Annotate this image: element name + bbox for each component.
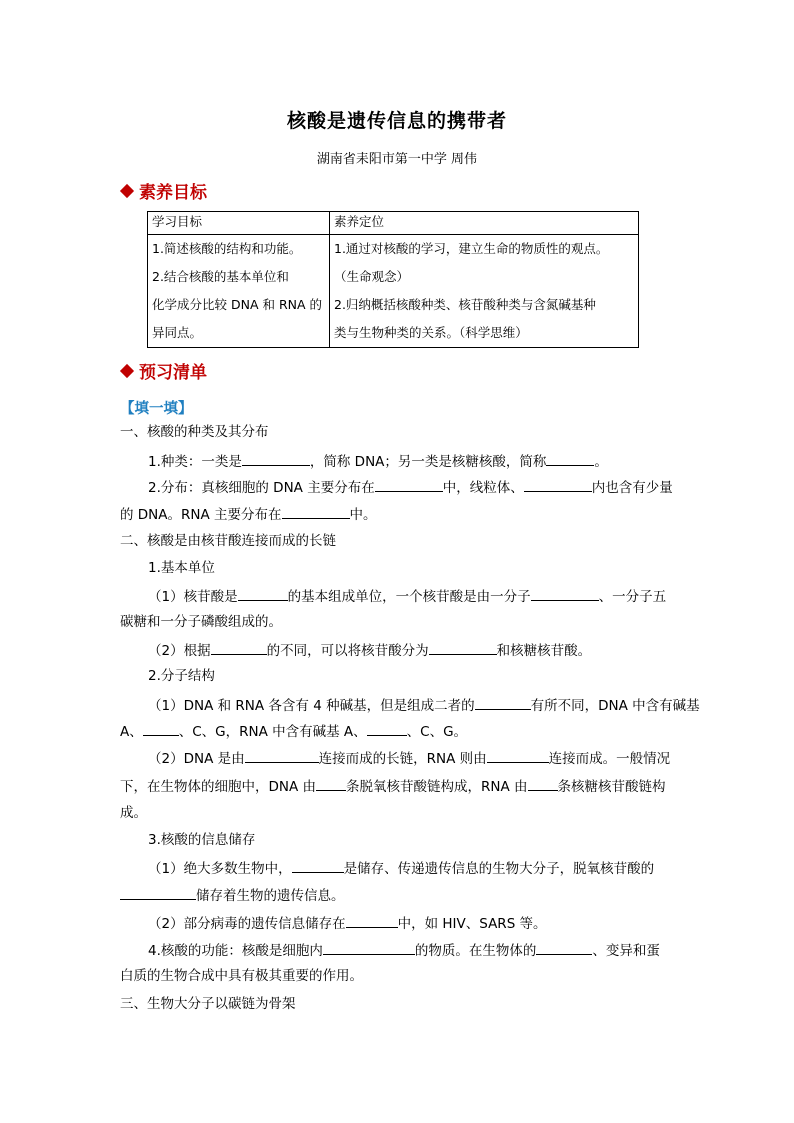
cell-line: 类与生物种类的关系。（科学思维） <box>334 325 528 340</box>
section-heading-text: 素养目标 <box>139 183 207 203</box>
blank-field[interactable] <box>536 939 592 955</box>
text-line: 3.核酸的信息储存 <box>148 832 256 848</box>
cell-line: 1.简述核酸的结构和功能。 <box>152 241 302 256</box>
table-row <box>148 235 639 348</box>
table-cell-literacy <box>330 235 639 348</box>
author-line: 湖南省耒阳市第一中学 周伟 <box>316 152 478 167</box>
diamond-bullet-icon <box>120 363 134 377</box>
text-line: 1.种类：一类是 ，简称 DNA；另一类是核糖核酸，简称 。 <box>148 450 608 472</box>
text-line: 2.分子结构 <box>148 668 215 684</box>
text-line: 二、核酸是由核苷酸连接而成的长链 <box>120 533 336 549</box>
cell-line: （生命观念） <box>334 269 410 284</box>
blank-field[interactable] <box>367 720 407 736</box>
blank-field[interactable] <box>211 639 267 655</box>
blank-field[interactable] <box>238 585 288 601</box>
blank-field[interactable] <box>143 720 179 736</box>
blank-field[interactable] <box>316 775 346 791</box>
section-heading-goals <box>120 178 207 203</box>
blank-field[interactable] <box>475 694 531 710</box>
text-line: 1.基本单位 <box>148 560 215 576</box>
text-line: 成。 <box>120 805 147 821</box>
text-line: （2）部分病毒的遗传信息储存在 中，如 HIV、SARS 等。 <box>148 912 547 934</box>
blank-field[interactable] <box>375 476 443 492</box>
text-line: A、 、C、G，RNA 中含有碱基 A、 、C、G。 <box>120 720 467 742</box>
blank-field[interactable] <box>292 857 344 873</box>
blank-field[interactable] <box>120 884 196 900</box>
text-line: 储存着生物的遗传信息。 <box>120 884 345 906</box>
blank-field[interactable] <box>282 503 350 519</box>
table-header-cell: 素养定位 <box>330 212 639 235</box>
cell-line: 2.结合核酸的基本单位和 <box>152 269 289 284</box>
text-line: 一、核酸的种类及其分布 <box>120 424 269 440</box>
blank-field[interactable] <box>323 939 415 955</box>
blank-field[interactable] <box>528 775 558 791</box>
blank-field[interactable] <box>346 912 398 928</box>
blank-field[interactable] <box>245 747 319 763</box>
text-line: 下，在生物体的细胞中，DNA 由 条脱氧核苷酸链构成，RNA 由 条核糖核苷酸链构 <box>120 775 666 797</box>
blank-field[interactable] <box>242 450 310 466</box>
text-line: （2）根据 的不同，可以将核苷酸分为 和核糖核苷酸。 <box>148 639 591 661</box>
cell-line: 化学成分比较 DNA 和 RNA 的 <box>152 297 323 312</box>
blank-field[interactable] <box>531 585 599 601</box>
text-line: 2.分布：真核细胞的 DNA 主要分布在 中，线粒体、 内也含有少量 <box>148 476 673 498</box>
text-line: （2）DNA 是由 连接而成的长链，RNA 则由 连接而成。一般情况 <box>148 747 670 769</box>
text-line: 碳糖和一分子磷酸组成的。 <box>120 614 282 630</box>
fill-in-heading: 【填一填】 <box>120 401 193 417</box>
cell-line: 1.通过对核酸的学习，建立生命的物质性的观点。 <box>334 241 609 256</box>
blank-field[interactable] <box>546 450 594 466</box>
text-line: 白质的生物合成中具有极其重要的作用。 <box>120 968 363 984</box>
text-line: 4.核酸的功能：核酸是细胞内 的物质。在生物体的 、变异和蛋 <box>148 939 660 961</box>
table-header-row <box>148 212 639 235</box>
cell-line: 2.归纳概括核酸种类、核苷酸种类与含氮碱基种 <box>334 297 596 312</box>
text-line: 的 DNA。RNA 主要分布在 中。 <box>120 503 377 525</box>
text-line: 三、生物大分子以碳链为骨架 <box>120 996 296 1012</box>
page-title: 核酸是遗传信息的携带者 <box>286 110 507 132</box>
table-cell-goals <box>148 235 330 348</box>
blank-field[interactable] <box>524 476 592 492</box>
blank-field[interactable] <box>429 639 497 655</box>
goals-table <box>147 211 639 348</box>
diamond-bullet-icon <box>120 183 134 197</box>
text-line: （1）DNA 和 RNA 各含有 4 种碱基，但是组成二者的 有所不同，DNA 中含有碱基 <box>148 694 700 716</box>
table-header-cell: 学习目标 <box>148 212 330 235</box>
text-line: （1）绝大多数生物中， 是储存、传递遗传信息的生物大分子，脱氧核苷酸的 <box>148 857 654 879</box>
section-heading-preview <box>120 358 207 383</box>
cell-line: 异同点。 <box>152 325 203 340</box>
section-heading-text: 预习清单 <box>139 363 207 383</box>
blank-field[interactable] <box>487 747 549 763</box>
text-line: （1）核苷酸是 的基本组成单位，一个核苷酸是由一分子 、一分子五 <box>148 585 666 607</box>
